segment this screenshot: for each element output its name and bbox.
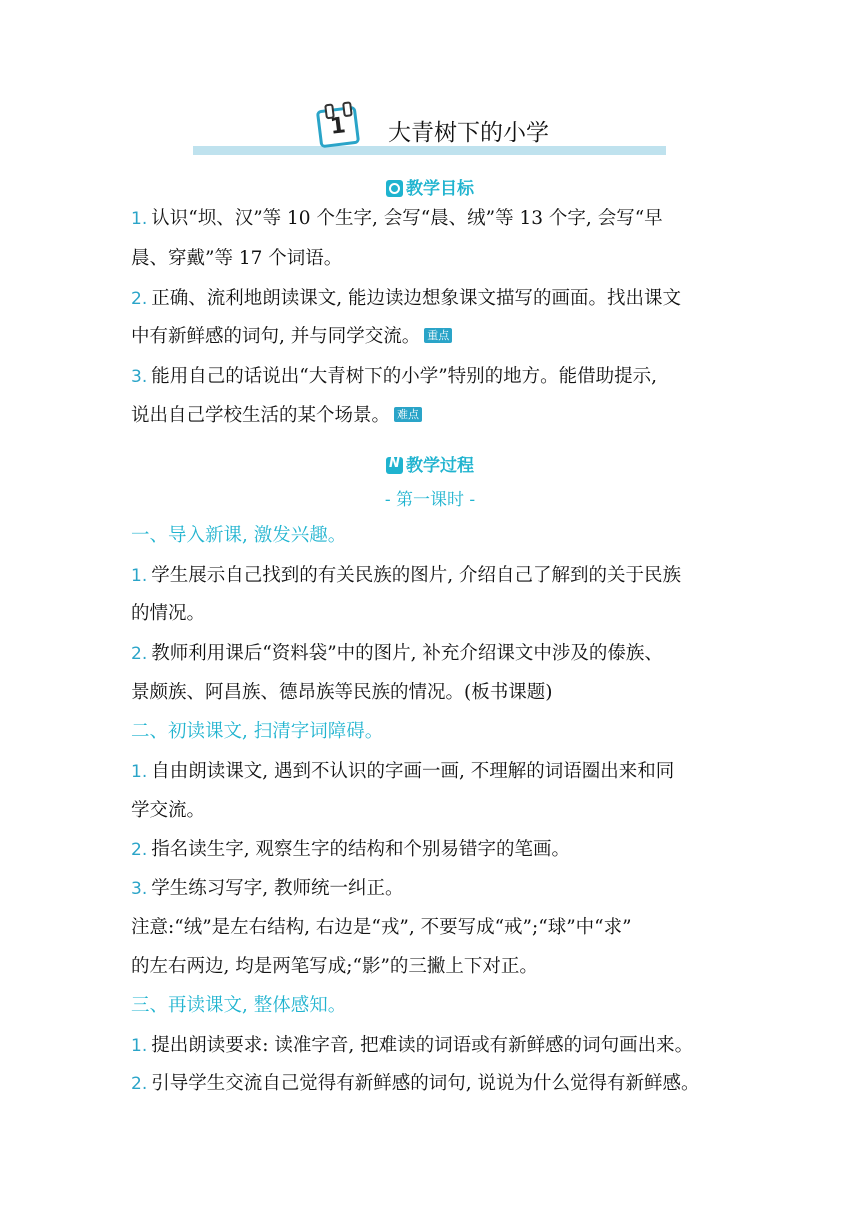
header-underline [193, 146, 666, 155]
goal-1-line-1: 1. 认识“坝、汉”等 10 个生字, 会写“晨、绒”等 13 个字, 会写“早 [131, 208, 663, 229]
goal-3-line-2: 说出自己学校生活的某个场景。 难点 [131, 404, 422, 428]
s1-item-2-line-2: 景颇族、阿昌族、德昂族等民族的情况。(板书课题) [131, 682, 553, 703]
s2-item-1-line-2: 学交流。 [131, 800, 206, 821]
s3-item-2: 2. 引导学生交流自己觉得有新鲜感的词句, 说说为什么觉得有新鲜感。 [131, 1073, 700, 1094]
process-icon [386, 457, 403, 474]
difficulty-badge: 难点 [394, 407, 422, 422]
goal-2-line-2: 中有新鲜感的词句, 并与同学交流。 重点 [131, 325, 452, 349]
lesson-number: 1 [328, 113, 348, 140]
s2-note-line-2: 的左右两边, 均是两笔写成;“影”的三撇上下对正。 [131, 956, 538, 977]
section-3-title: 三、再读课文, 整体感知。 [131, 995, 347, 1016]
target-icon [386, 180, 403, 197]
calendar-icon [316, 106, 360, 149]
key-point-badge: 重点 [424, 328, 452, 343]
s2-note-line-1: 注意:“绒”是左右结构, 右边是“戎”, 不要写成“戒”;“球”中“求” [131, 917, 632, 938]
s1-item-1-line-1: 1. 学生展示自己找到的有关民族的图片, 介绍自己了解到的关于民族 [131, 565, 681, 586]
s1-item-2-line-1: 2. 教师利用课后“资料袋”中的图片, 补充介绍课文中涉及的傣族、 [131, 643, 663, 664]
period-label: - 第一课时 - [384, 490, 476, 510]
goal-2-line-1: 2. 正确、流利地朗读课文, 能边读边想象课文描写的画面。找出课文 [131, 288, 681, 309]
lesson-header [0, 100, 860, 160]
goal-1-line-2: 晨、穿戴”等 17 个词语。 [131, 248, 343, 269]
s3-item-1: 1. 提出朗读要求: 读准字音, 把难读的词语或有新鲜感的词句画出来。 [131, 1035, 694, 1056]
s2-item-3: 3. 学生练习写字, 教师统一纠正。 [131, 878, 404, 899]
s2-item-1-line-1: 1. 自由朗读课文, 遇到不认识的字画一画, 不理解的词语圈出来和同 [131, 761, 675, 782]
process-heading: N教学过程 [0, 451, 860, 476]
s1-item-1-line-2: 的情况。 [131, 603, 206, 624]
section-1-title: 一、导入新课, 激发兴趣。 [131, 525, 347, 546]
s2-item-2: 2. 指名读生字, 观察生字的结构和个别易错字的笔画。 [131, 839, 570, 860]
goals-heading: 教学目标 [0, 174, 860, 199]
goal-3-line-1: 3. 能用自己的话说出“大青树下的小学”特别的地方。能借助提示, [131, 366, 658, 387]
section-2-title: 二、初读课文, 扫清字词障碍。 [131, 721, 384, 742]
lesson-title: 大青树下的小学 [388, 120, 549, 146]
